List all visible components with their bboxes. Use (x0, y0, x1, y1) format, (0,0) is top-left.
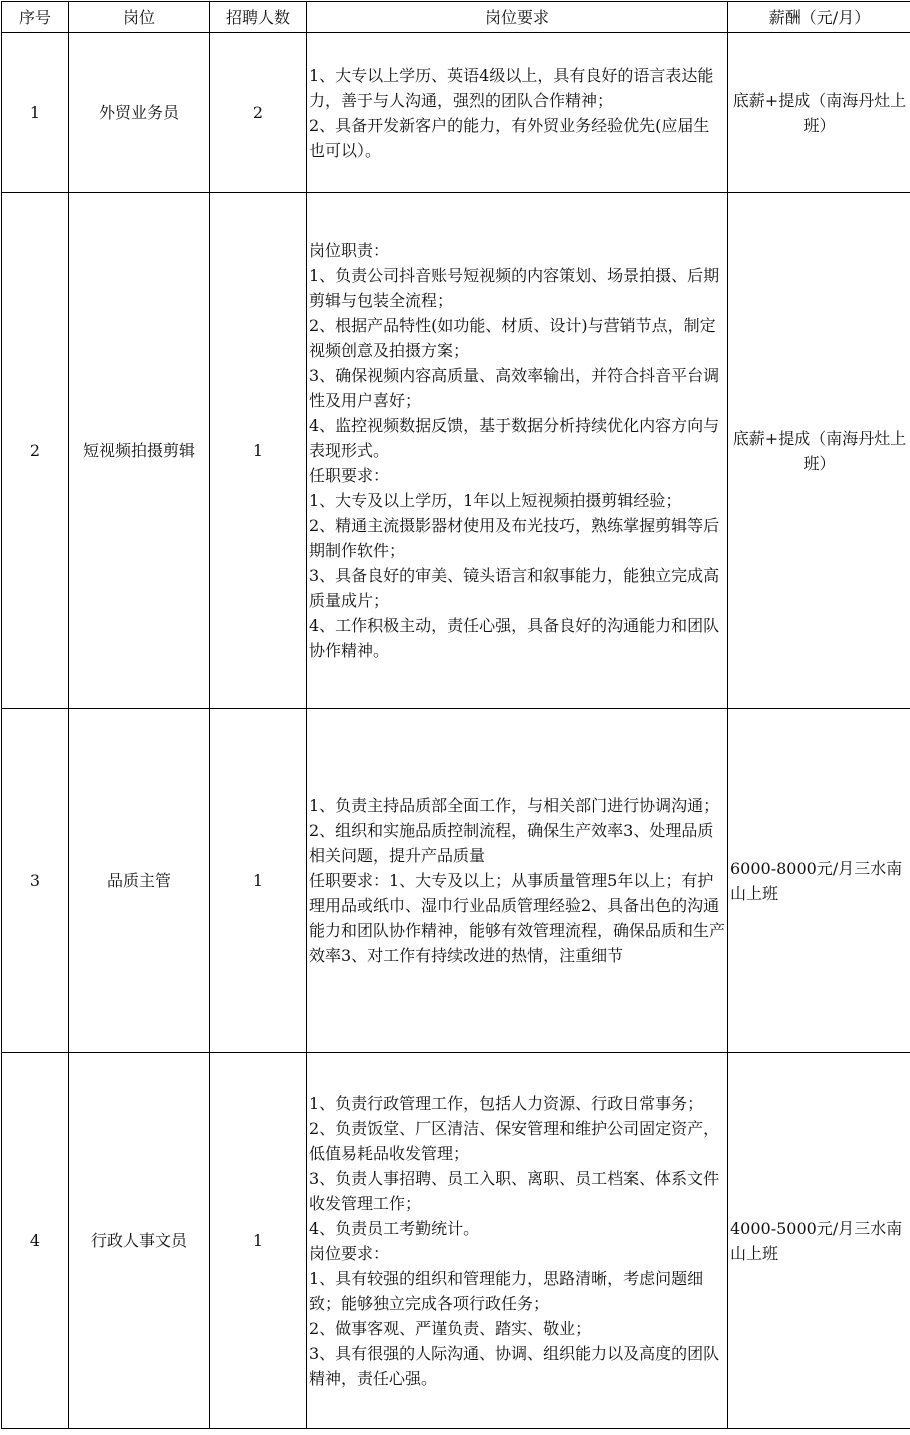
table-row (2, 193, 910, 709)
requirement-line: 任职要求：1、大专及以上；从事质量管理5年以上；有护理用品或纸巾、湿巾行业品质管理经验2、具备出色的沟通能力和团队协作精神，能够有效管理流程，确保品质和生产效率3、对工作有持续改进的热情，注重细节 (309, 868, 725, 968)
requirement-line: 4、监控视频数据反馈，基于数据分析持续优化内容方向与表现形式。 (309, 413, 725, 463)
row-position: 短视频拍摄剪辑 (69, 193, 210, 709)
row-position: 品质主管 (69, 709, 210, 1053)
row-salary: 底薪+提成（南海丹灶上班） (728, 33, 910, 193)
header-row (2, 2, 910, 33)
requirement-line: 1、负责行政管理工作，包括人力资源、行政日常事务； (309, 1091, 725, 1116)
row-headcount: 1 (210, 709, 307, 1053)
row-salary: 底薪+提成（南海丹灶上班） (728, 193, 910, 709)
requirement-line: 4、工作积极主动，责任心强，具备良好的沟通能力和团队协作精神。 (309, 613, 725, 663)
requirement-line: 2、根据产品特性(如功能、材质、设计)与营销节点，制定视频创意及拍摄方案； (309, 313, 725, 363)
requirement-line: 3、具备良好的审美、镜头语言和叙事能力，能独立完成高质量成片； (309, 563, 725, 613)
header-index: 序号 (2, 2, 69, 33)
requirement-line: 3、负责人事招聘、员工入职、离职、员工档案、体系文件收发管理工作； (309, 1166, 725, 1216)
requirement-line: 1、负责公司抖音账号短视频的内容策划、场景拍摄、后期剪辑与包装全流程； (309, 263, 725, 313)
requirement-line: 岗位要求： (309, 1241, 725, 1266)
row-salary: 6000-8000元/月三水南山上班 (728, 709, 910, 1053)
row-position: 行政人事文员 (69, 1053, 210, 1429)
requirement-line: 1、负责主持品质部全面工作，与相关部门进行协调沟通；2、组织和实施品质控制流程，确保生产效率3、处理品质相关问题，提升产品质量 (309, 793, 725, 868)
header-salary: 薪酬（元/月） (728, 2, 910, 33)
row-index: 4 (2, 1053, 69, 1429)
requirement-line: 1、大专以上学历、英语4级以上，具有良好的语言表达能力，善于与人沟通，强烈的团队合作精神； (309, 63, 725, 113)
requirement-line: 2、负责饭堂、厂区清洁、保安管理和维护公司固定资产，低值易耗品收发管理； (309, 1116, 725, 1166)
table-row (2, 33, 910, 193)
row-index: 2 (2, 193, 69, 709)
row-requirements (307, 1053, 728, 1429)
requirement-line: 3、具有很强的人际沟通、协调、组织能力以及高度的团队精神，责任心强。 (309, 1341, 725, 1391)
requirement-line: 2、做事客观、严谨负责、踏实、敬业； (309, 1316, 725, 1341)
header-headcount: 招聘人数 (210, 2, 307, 33)
row-headcount: 1 (210, 193, 307, 709)
header-requirements: 岗位要求 (307, 2, 728, 33)
row-headcount: 1 (210, 1053, 307, 1429)
header-position: 岗位 (69, 2, 210, 33)
row-index: 1 (2, 33, 69, 193)
row-requirements (307, 709, 728, 1053)
requirement-line: 2、精通主流摄影器材使用及布光技巧，熟练掌握剪辑等后期制作软件； (309, 513, 725, 563)
requirement-line: 2、具备开发新客户的能力，有外贸业务经验优先(应届生也可以）。 (309, 113, 725, 163)
row-salary: 4000-5000元/月三水南山上班 (728, 1053, 910, 1429)
requirement-line: 4、负责员工考勤统计。 (309, 1216, 725, 1241)
row-headcount: 2 (210, 33, 307, 193)
requirement-line: 1、大专及以上学历，1年以上短视频拍摄剪辑经验； (309, 488, 725, 513)
table-row (2, 709, 910, 1053)
requirement-line: 3、确保视频内容高质量、高效率输出，并符合抖音平台调性及用户喜好； (309, 363, 725, 413)
row-position: 外贸业务员 (69, 33, 210, 193)
row-index: 3 (2, 709, 69, 1053)
row-requirements (307, 33, 728, 193)
requirement-line: 任职要求： (309, 463, 725, 488)
recruitment-table (1, 1, 910, 1429)
row-requirements (307, 193, 728, 709)
table-row (2, 1053, 910, 1429)
requirement-line: 1、具有较强的组织和管理能力，思路清晰，考虑问题细致；能够独立完成各项行政任务； (309, 1266, 725, 1316)
requirement-line: 岗位职责： (309, 238, 725, 263)
